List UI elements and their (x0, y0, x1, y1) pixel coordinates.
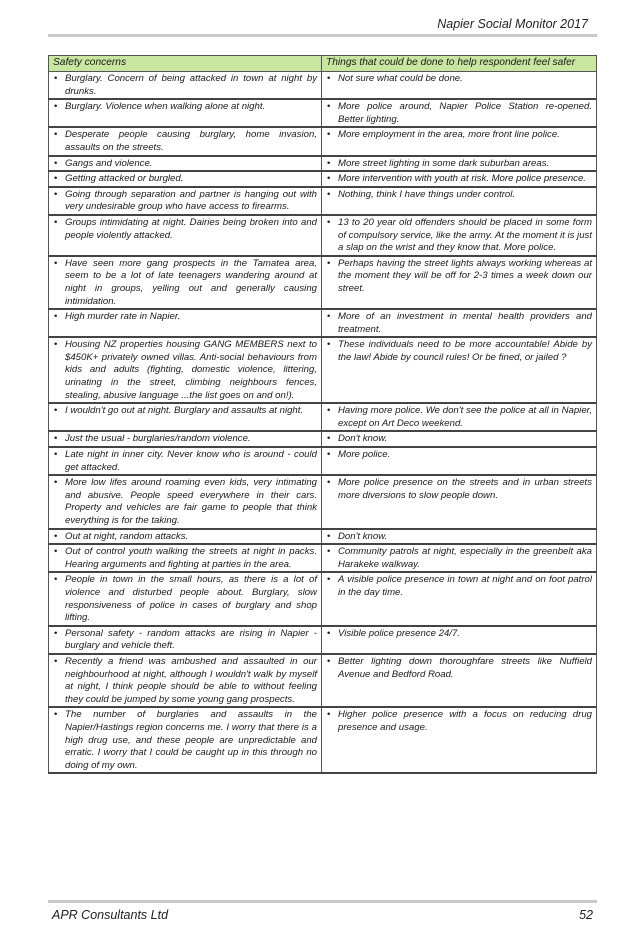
bullet-icon: • (54, 101, 58, 113)
suggestion-cell (322, 544, 597, 572)
bullet-icon: • (54, 405, 58, 417)
suggestion-cell-text: More of an investment in mental health providers and treatment. (338, 311, 592, 335)
suggestion-cell (322, 215, 597, 256)
page-header-title: Napier Social Monitor 2017 (437, 17, 588, 31)
concern-cell-text: Getting attacked or burgled. (65, 173, 184, 185)
bullet-icon: • (54, 216, 58, 228)
suggestion-cell-text: Community patrols at night, especially in the greenbelt aka Harakeke walkway. (338, 546, 592, 570)
suggestion-cell-text: Perhaps having the street lights always working whereas at the moment they will be off for 2-3 times a week down our street. (338, 257, 592, 294)
table-row (49, 544, 597, 572)
table-row (49, 626, 597, 654)
table-row (49, 654, 597, 707)
bullet-icon: • (327, 188, 331, 200)
suggestion-cell (322, 127, 597, 155)
suggestion-cell-text: Visible police presence 24/7. (338, 627, 460, 639)
bullet-icon: • (54, 73, 58, 84)
suggestion-cell-text: These individuals need to be more accountable! Abide by the law! Abide by council rules! Or be fined, or jailed ? (338, 339, 592, 363)
bullet-icon: • (54, 530, 58, 542)
suggestion-cell-text: Better lighting down thoroughfare streets like Nuffield Avenue and Bedford Road. (338, 655, 592, 680)
concern-cell-text: High murder rate in Napier. (65, 311, 181, 323)
table-row (49, 171, 597, 187)
bullet-icon: • (327, 311, 331, 323)
bullet-icon: • (327, 709, 331, 721)
suggestion-cell-text: Not sure what could be done. (338, 73, 463, 84)
suggestion-cell-text: More police presence on the streets and in urban streets more diversions to slow people down. (338, 477, 592, 501)
concern-cell (49, 256, 322, 309)
concern-cell-text: Out at night, random attacks. (65, 530, 189, 542)
bullet-icon: • (327, 546, 331, 558)
table-row (49, 475, 597, 528)
table-row (49, 156, 597, 172)
bullet-icon: • (54, 188, 58, 200)
table-row (49, 403, 597, 431)
suggestion-cell (322, 447, 597, 475)
suggestion-cell-text: More employment in the area, more front line police. (338, 129, 560, 141)
concern-cell (49, 72, 322, 100)
table-row (49, 99, 597, 127)
concern-cell-text: Late night in inner city. Never know who is around - could get attacked. (65, 449, 317, 473)
suggestion-cell (322, 475, 597, 528)
bullet-icon: • (327, 157, 331, 169)
bullet-icon: • (327, 257, 331, 269)
suggestion-cell (322, 626, 597, 654)
concern-cell (49, 99, 322, 127)
table-row (49, 127, 597, 155)
bullet-icon: • (54, 311, 58, 323)
suggestion-cell (322, 403, 597, 431)
suggestion-cell-text: A visible police presence in town at night and on foot patrol in the day time. (338, 574, 592, 598)
bullet-icon: • (54, 627, 58, 639)
concern-cell (49, 572, 322, 625)
concern-cell-text: Have seen more gang prospects in the Tamatea area, seem to be a lot of late teenagers wandering around at night in groups, yelling out and generally causing intimidation. (65, 257, 317, 307)
bullet-icon: • (54, 574, 58, 586)
safety-concerns-table (48, 55, 597, 774)
concern-cell (49, 171, 322, 187)
column-header-suggestions: Things that could be done to help respondent feel safer (322, 56, 597, 72)
bullet-icon: • (327, 530, 331, 542)
concern-cell-text: Groups intimidating at night. Dairies being broken into and people violently attacked. (65, 216, 317, 241)
suggestion-cell (322, 337, 597, 403)
bullet-icon: • (54, 546, 58, 558)
bullet-icon: • (327, 216, 331, 228)
bullet-icon: • (327, 477, 331, 489)
bullet-icon: • (54, 709, 58, 721)
table-row (49, 572, 597, 625)
bullet-icon: • (327, 129, 331, 141)
suggestion-cell (322, 431, 597, 447)
table-header-row (49, 56, 597, 72)
concern-cell-text: Just the usual - burglaries/random violence. (65, 433, 251, 445)
bullet-icon: • (54, 129, 58, 141)
concern-cell-text: I wouldn't go out at night. Burglary and assaults at night. (65, 405, 304, 417)
suggestion-cell-text: More intervention with youth at risk. More police presence. (338, 173, 586, 185)
bullet-icon: • (327, 405, 331, 417)
column-header-concerns: Safety concerns (49, 56, 322, 72)
bullet-icon: • (54, 173, 58, 185)
concern-cell (49, 431, 322, 447)
bullet-icon: • (327, 101, 331, 113)
concern-cell-text: Recently a friend was ambushed and assaulted in our neighbourhood at night, although I wouldn't walk by myself at night, I think people should be able to without feeling they could be jumped by some young gang prospects. (65, 655, 317, 705)
concern-cell-text: Personal safety - random attacks are rising in Napier - burglary and vehicle theft. (65, 627, 317, 652)
suggestion-cell-text: 13 to 20 year old offenders should be placed in some form of compulsory service, like the army. At the moment it is just a slap on the wrist and they know that. More police. (338, 216, 592, 254)
concern-cell-text: Gangs and violence. (65, 157, 153, 169)
concern-cell-text: The number of burglaries and assaults in the Napier/Hastings region concerns me. I worry that there is a high drug use, and these people are unpredictable and erratic. I worry that I could be caught up in this through no doing of my own. (65, 709, 317, 771)
bullet-icon: • (327, 627, 331, 639)
concern-cell (49, 127, 322, 155)
suggestion-cell-text: Don't know. (338, 433, 388, 445)
concern-cell-text: Burglary. Concern of being attacked in town at night by drunks. (65, 73, 317, 97)
suggestion-cell (322, 309, 597, 337)
bullet-icon: • (54, 449, 58, 461)
table-row (49, 309, 597, 337)
table-row (49, 529, 597, 545)
bullet-icon: • (54, 157, 58, 169)
table-row (49, 447, 597, 475)
concern-cell-text: Out of control youth walking the streets at night in packs. Hearing arguments and fighting at parties in the area. (65, 546, 317, 570)
suggestion-cell (322, 654, 597, 707)
header-divider (48, 34, 597, 37)
bullet-icon: • (327, 173, 331, 185)
concern-cell (49, 654, 322, 707)
table-row (49, 256, 597, 309)
suggestion-cell-text: Nothing, think I have things under control. (338, 188, 516, 200)
concern-cell (49, 707, 322, 773)
bullet-icon: • (327, 449, 331, 461)
suggestion-cell-text: Don't know. (338, 530, 388, 542)
bullet-icon: • (54, 655, 58, 667)
concern-cell-text: People in town in the small hours, as there is a lot of violence and disturbed people about. Burglary, slow responsiveness of police in cases of burglary and shop lifting. (65, 574, 317, 624)
suggestion-cell (322, 99, 597, 127)
bullet-icon: • (54, 339, 58, 351)
concern-cell-text: Housing NZ properties housing GANG MEMBERS next to $450K+ privately owned villas. Anti-social behaviours from kids and adults (fighting, domestic violence, littering, urinating in the street, climbing neighbours fences, stealing, abusive language ...the list goes on and on!). (65, 339, 317, 401)
suggestion-cell-text: More police around, Napier Police Station re-opened. Better lighting. (338, 101, 592, 125)
footer-company: APR Consultants Ltd (52, 908, 169, 922)
bullet-icon: • (54, 433, 58, 445)
suggestion-cell (322, 156, 597, 172)
suggestion-cell (322, 72, 597, 100)
concern-cell-text: Burglary. Violence when walking alone at night. (65, 101, 266, 113)
concern-cell (49, 529, 322, 545)
bullet-icon: • (327, 433, 331, 445)
concern-cell (49, 187, 322, 215)
bullet-icon: • (54, 257, 58, 269)
table-body (49, 72, 597, 774)
table-row (49, 431, 597, 447)
bullet-icon: • (327, 73, 331, 84)
concern-cell (49, 337, 322, 403)
bullet-icon: • (327, 339, 331, 351)
suggestion-cell-text: More police. (338, 449, 391, 461)
table-row (49, 187, 597, 215)
suggestion-cell (322, 707, 597, 773)
suggestion-cell (322, 256, 597, 309)
concern-cell-text: Desperate people causing burglary, home invasion, assaults on the streets. (65, 129, 317, 153)
suggestion-cell-text: More street lighting in some dark suburban areas. (338, 157, 550, 169)
table-row (49, 337, 597, 403)
bullet-icon: • (54, 477, 58, 489)
concern-cell (49, 626, 322, 654)
suggestion-cell (322, 572, 597, 625)
concern-cell (49, 309, 322, 337)
concern-cell (49, 447, 322, 475)
concern-cell (49, 156, 322, 172)
concern-cell (49, 215, 322, 256)
suggestion-cell (322, 187, 597, 215)
table-row (49, 215, 597, 256)
concern-cell (49, 475, 322, 528)
suggestion-cell-text: Having more police. We don't see the police at all in Napier, except on Art Deco weekend. (338, 405, 592, 429)
table-row (49, 707, 597, 773)
suggestion-cell (322, 171, 597, 187)
concern-cell-text: More low lifes around roaming even kids, very intimating and abusive. People speed everywhere in their cars. Property and vehicles are fair game to people that think everything is for the taking. (65, 477, 317, 526)
suggestion-cell-text: Higher police presence with a focus on reducing drug presence and usage. (338, 709, 592, 733)
concern-cell (49, 544, 322, 572)
bullet-icon: • (327, 574, 331, 586)
bullet-icon: • (327, 655, 331, 667)
concern-cell-text: Going through separation and partner is hanging out with very undesirable group who have access to firearms. (65, 188, 317, 213)
table-row (49, 72, 597, 100)
footer-page-number: 52 (579, 908, 593, 922)
concern-cell (49, 403, 322, 431)
footer-divider (48, 900, 597, 903)
suggestion-cell (322, 529, 597, 545)
